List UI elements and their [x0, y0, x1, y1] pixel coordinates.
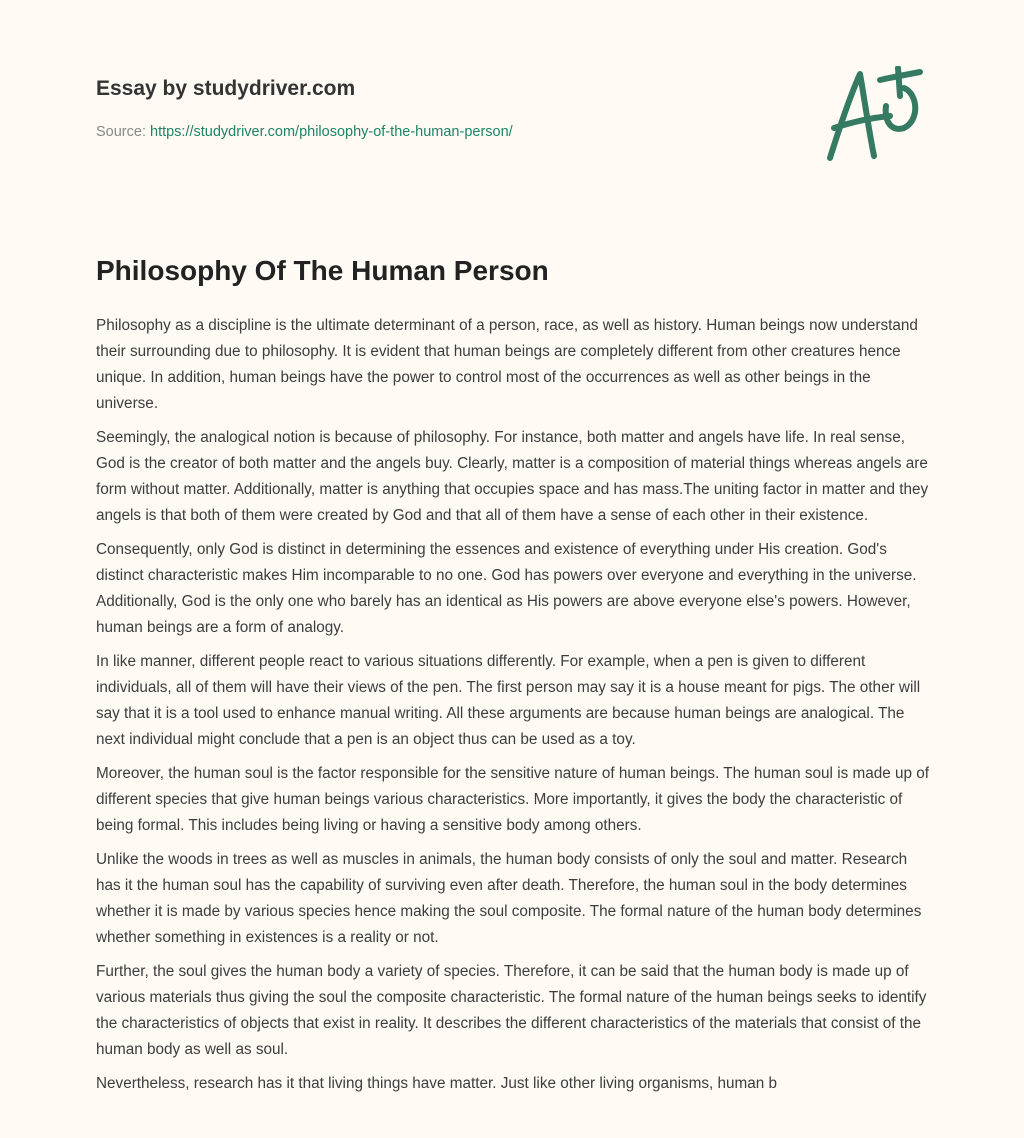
paragraph: In like manner, different people react to various situations differently. For example, when a pen is given to different individuals, all of them will have their views of the pen. The first person may say it is a house meant for pigs. The other will say that it is a tool used to enhance manual writing. All these arguments are because human beings are analogical. The next individual might conclude that a pen is an object thus can be used as a toy.: [96, 653, 921, 748]
paragraph: Nevertheless, research has it that living things have matter. Just like other living organisms, human b: [96, 1075, 778, 1092]
article-title: Philosophy Of The Human Person: [96, 255, 549, 286]
paragraph: Moreover, the human soul is the factor responsible for the sensitive nature of human beings. The human soul is made up of different species that give human beings various characteristics. More importantly, it gives the body the characteristic of being formal. This includes being living or having a sensitive body among others.: [96, 765, 930, 834]
article-body: [96, 313, 934, 1105]
source-line: [96, 124, 513, 140]
a-plus-logo-icon: [818, 66, 928, 166]
site-brand: Essay by studydriver.com: [96, 77, 356, 100]
source-link[interactable]: https://studydriver.com/philosophy-of-the-human-person/: [150, 124, 513, 140]
paragraph: Consequently, only God is distinct in determining the essences and existence of everything under His creation. God's distinct characteristic makes Him incomparable to no one. God has powers over everyone and everything in the universe. Additionally, God is the only one who barely has an identical as His powers are above everyone else's powers. However, human beings are a form of analogy.: [96, 541, 917, 636]
paragraph: Further, the soul gives the human body a variety of species. Therefore, it can be said that the human body is made up of various materials thus giving the soul the composite characteristic. The formal nature of the human beings seeks to identify the characteristics of objects that exist in reality. It describes the different characteristics of the materials that consist of the human body as well as soul.: [96, 963, 927, 1058]
paragraph: Philosophy as a discipline is the ultimate determinant of a person, race, as well as history. Human beings now understand their surrounding due to philosophy. It is evident that human beings are completely different from other creatures hence unique. In addition, human beings have the power to control most of the occurrences as well as other beings in the universe.: [96, 317, 918, 412]
paragraph: Seemingly, the analogical notion is because of philosophy. For instance, both matter and angels have life. In real sense, God is the creator of both matter and the angels buy. Clearly, matter is a composition of material things whereas angels are form without matter. Additionally, matter is anything that occupies space and has mass.The uniting factor in matter and they angels is that both of them were created by God and that all of them have a sense of each other in their existence.: [96, 429, 929, 524]
paragraph: Unlike the woods in trees as well as muscles in animals, the human body consists of only the soul and matter. Research has it the human soul has the capability of surviving even after death. Therefore, the human soul in the body determines whether it is made by various species hence making the soul composite. The formal nature of the human body determines whether something in existences is a reality or not.: [96, 851, 922, 946]
source-label: Source:: [96, 124, 150, 140]
